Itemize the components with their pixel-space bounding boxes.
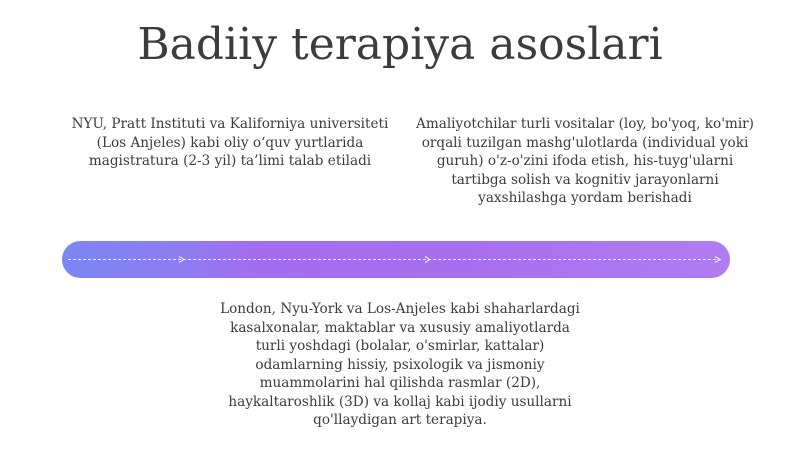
slide-title: Badiiy terapiya asoslari [137,19,663,70]
timeline-arrow-line [62,241,730,278]
text-block-right: Amaliyotchilar turli vositalar (loy, bo'yoq, ko'mir) orqali tuzilgan mashg'ulotlarda (individual yoki guruh) o'z-o'zini ifoda etish, his-tuyg'ularni tartibga solish va kognitiv jarayonlarni yaxshilashga yordam berishadi [416,116,754,206]
timeline-bar [62,241,730,278]
text-block-left: NYU, Pratt Instituti va Kaliforniya universiteti (Los Anjeles) kabi oliy o‘quv yurtlarida magistratura (2-3 yil) ta’limi talab etiladi [71,116,389,169]
text-block-bottom: London, Nyu-York va Los-Anjeles kabi shaharlardagi kasalxonalar, maktablar va xususiy amaliyotlarda turli yoshdagi (bolalar, o'smirlar, kattalar) odamlarning hissiy, psixologik va jismoniy muammolarini hal qilishda rasmlar (2D), haykaltaroshlik (3D) va kollaj kabi ijodiy usullarni qo'llaydigan art terapiya. [220,301,580,428]
